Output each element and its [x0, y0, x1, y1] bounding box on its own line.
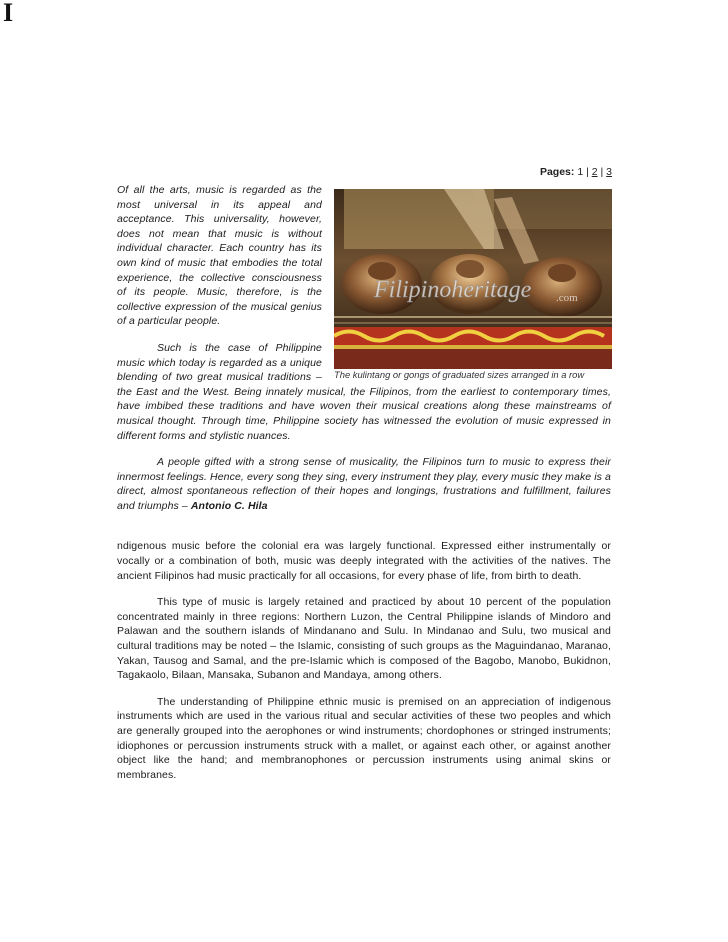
page-separator: | — [586, 166, 589, 178]
article — [117, 183, 611, 782]
intro-paragraph-1: Of all the arts, music is regarded as the most universal in its appeal and acceptance. This universality, however, does not mean that music is without individual character. Each country has its own kind of music that embodies the total experience, the collective consciousness of its people. Music, therefore, is the collective expression of the musical genius of a particular people. — [117, 184, 322, 328]
intro-paragraph-3 — [117, 455, 611, 513]
body-paragraph-2: This type of music is largely retained and practiced by about 10 percent of the population concentrated mainly in three regions: Northern Luzon, the Central Philippine islands of Mindoro and Palawan and the southern islands of Mindanano and Sulu. In Mindanao and Sulu, two musical and cultural traditions may be noted – the Islamic, consisting of such groups as the Maguindanao, Maranao, Yakan, Tausog and Samal, and the pre-Islamic which is composed of the Bagobo, Manobo, Bukidnon, Tagakaolo, Bilaan, Mansaka, Subanon and Mandaya, among others. — [117, 596, 611, 682]
intro-paragraph-3-text: A people gifted with a strong sense of musicality, the Filipinos turn to music to express their innermost feelings. Hence, every song they sing, every instrument they play, every music they make is a direct, almost spontaneous reflection of their hopes and longings, frustrations and fulfillment, failures and triumphs – — [117, 456, 611, 512]
pages-nav — [540, 166, 612, 179]
page-1[interactable]: 1 — [577, 166, 584, 178]
watermark-text: Filipinoheritage — [374, 277, 532, 303]
kulintang-photo — [334, 189, 612, 369]
intro-paragraph-2: Such is the case of Philippine music which today is regarded as a unique blending of two great musical traditions – the East and the West. Being innately musical, the Filipinos, from the earliest to contemporary times, have imbibed these traditions and have woven their musical creations along these mainstreams of musical thought. Through time, Philippine society has witnessed the evolution of music expressed in different forms and stylistic nuances. — [117, 341, 611, 442]
intro-section — [117, 183, 611, 513]
figure-caption: The kulintang or gongs of graduated sizes arranged in a row — [334, 369, 585, 380]
body-paragraph-3: The understanding of Philippine ethnic music is premised on an appreciation of indigenous instruments which are used in the various ritual and secular activities of these two peoples and which are generally grouped into the aerophones or wind instruments; chordophones or stringed instruments; idiophones or percussion instruments struck with a mallet, or against each other, or against another object like the hand; and membranophones or percussion instruments using animal skins or membranes. — [117, 695, 611, 781]
kulintang-image — [334, 189, 612, 369]
pages-label: Pages: — [539, 166, 575, 178]
page-3-link[interactable]: 3 — [606, 166, 612, 178]
figure — [330, 189, 614, 381]
watermark-suffix: .com — [556, 292, 578, 304]
page-2-link[interactable]: 2 — [591, 166, 598, 178]
body-paragraph-1: ndigenous music before the colonial era was largely functional. Expressed either instrumentally or vocally or a combination of both, music was deeply integrated with the activities of the natives. The ancient Filipinos had music practically for all occasions, for every phase of life, from birth to death. — [117, 540, 611, 582]
quote-author: Antonio C. Hila — [190, 499, 268, 512]
page-separator: | — [600, 166, 604, 178]
drop-cap: I — [3, 0, 14, 27]
